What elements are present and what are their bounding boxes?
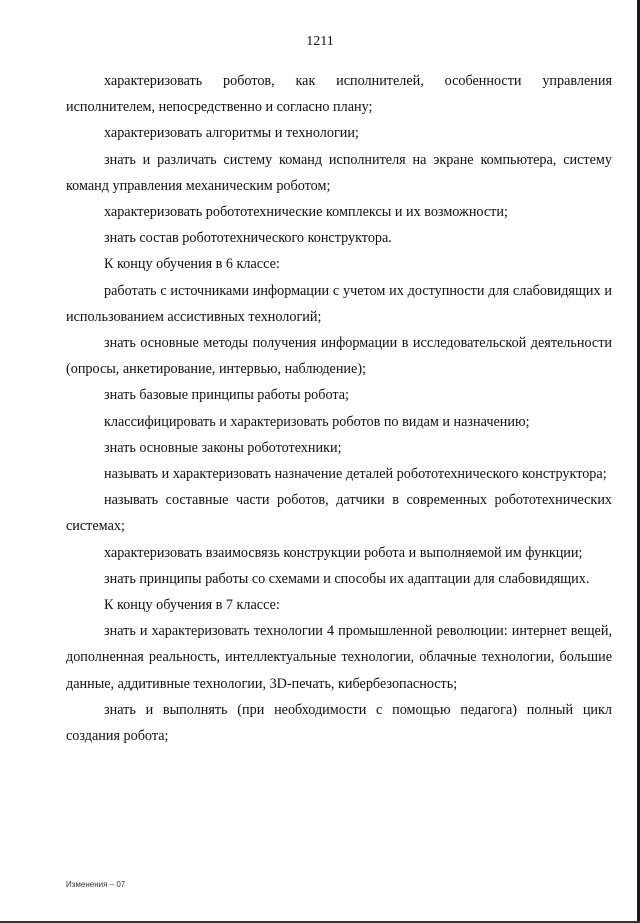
paragraph: характеризовать взаимосвязь конструкции робота и выполняемой им функции; bbox=[104, 544, 583, 561]
paragraph: называть составные части роботов, датчики в современных робототехнических системах; bbox=[66, 492, 612, 535]
paragraph: знать и выполнять (при необходимости с помощью педагога) полный цикл создания робота; bbox=[66, 701, 612, 745]
section-heading: К концу обучения в 7 классе: bbox=[104, 597, 280, 614]
paragraph: знать основные методы получения информации в исследовательской деятельности (опросы, анкетирование, интервью, наблюдение); bbox=[66, 335, 612, 378]
paragraph: называть и характеризовать назначение деталей робототехнического конструктора; bbox=[104, 466, 607, 483]
page-body bbox=[66, 68, 612, 749]
paragraph: классифицировать и характеризовать роботов по видам и назначению; bbox=[104, 413, 530, 430]
paragraph: знать основные законы робототехники; bbox=[104, 439, 342, 456]
footer-revision-note: Изменения – 07 bbox=[66, 880, 126, 889]
paragraph: знать базовые принципы работы робота; bbox=[104, 387, 349, 404]
paragraph: знать и характеризовать технологии 4 промышленной революции: интернет вещей, дополненная реальность, интеллектуальные технологии, облачные технологии, большие данные, аддитивные технологии, 3D-печать, кибербезопасность; bbox=[66, 623, 612, 692]
section-heading: К концу обучения в 6 классе: bbox=[104, 256, 280, 273]
paragraph: работать с источниками информации с учетом их доступности для слабовидящих и использованием ассистивных технологий; bbox=[66, 282, 612, 325]
paragraph: характеризовать роботов, как исполнителей, особенности управления исполнителем, непосредственно и согласно плану; bbox=[66, 73, 612, 116]
paragraph: знать принципы работы со схемами и способы их адаптации для слабовидящих. bbox=[104, 570, 590, 587]
paragraph: знать и различать систему команд исполнителя на экране компьютера, систему команд управления механическим роботом; bbox=[66, 151, 612, 194]
paragraph: характеризовать алгоритмы и технологии; bbox=[104, 125, 359, 142]
paragraph: характеризовать робототехнические комплексы и их возможности; bbox=[104, 204, 508, 221]
paragraph: знать состав робототехнического конструктора. bbox=[104, 230, 392, 247]
page-number: 1211 bbox=[306, 34, 334, 49]
